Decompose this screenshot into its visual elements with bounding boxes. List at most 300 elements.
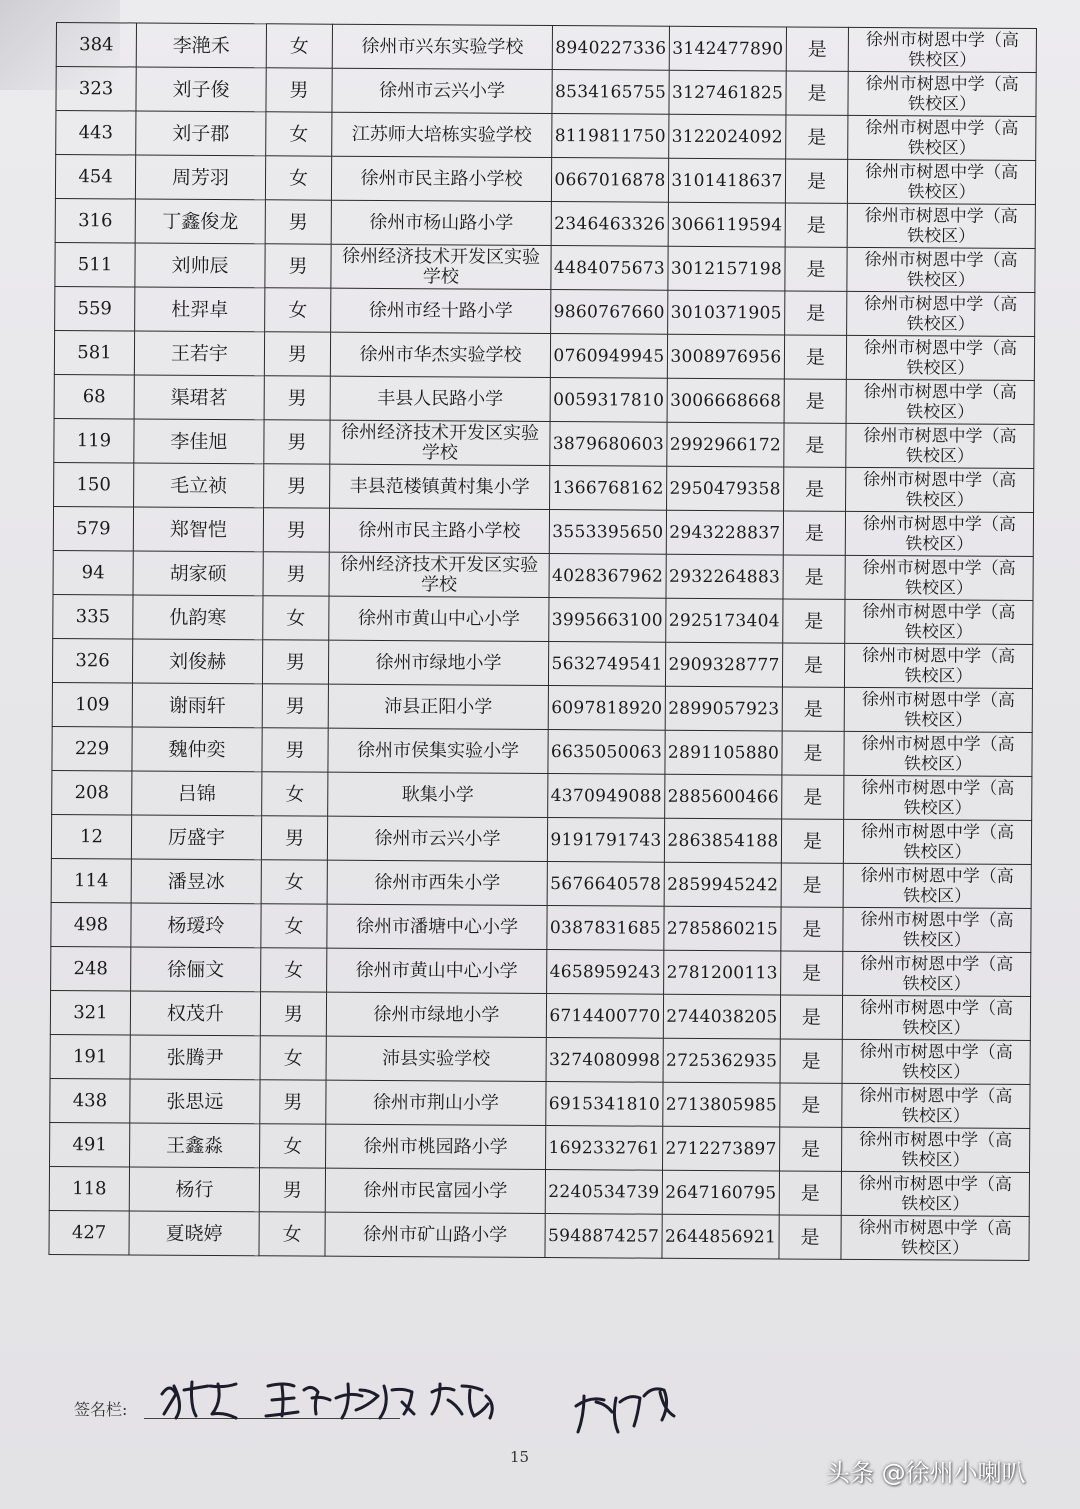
cell-gender: 男	[265, 244, 331, 288]
cell-destination	[845, 511, 1033, 556]
cell-flag: 是	[780, 995, 842, 1039]
cell-flag: 是	[782, 643, 844, 687]
destination-line-2: 铁校区）	[905, 489, 974, 511]
table-row	[50, 1122, 1030, 1172]
cell-school: 徐州市华杰实验学校	[330, 332, 550, 377]
cell-school: 徐州市潘塘中心小学	[327, 904, 547, 949]
destination-line-1: 徐州市树恩中学（高	[859, 1129, 1013, 1151]
destination-line-1: 徐州市树恩中学（高	[860, 909, 1014, 931]
cell-number-1: 3995663100	[549, 598, 666, 643]
cell-gender: 男	[264, 332, 330, 376]
cell-number-2: 2644856921	[662, 1214, 779, 1259]
cell-destination	[843, 907, 1031, 952]
cell-name: 谢雨轩	[132, 683, 262, 728]
cell-number-2: 3012157198	[668, 246, 785, 291]
table-row	[49, 1210, 1029, 1260]
cell-number-1: 6915341810	[546, 1082, 663, 1127]
cell-number-2: 3122024092	[669, 114, 786, 159]
cell-number-2: 3006668668	[667, 378, 784, 423]
cell-flag: 是	[782, 731, 844, 775]
cell-gender: 女	[262, 772, 328, 816]
cell-school: 江苏师大培栋实验学校	[332, 112, 552, 157]
cell-destination	[848, 27, 1036, 72]
cell-destination	[841, 1127, 1029, 1172]
table-row	[52, 726, 1032, 776]
destination-line-1: 徐州市树恩中学（高	[863, 469, 1017, 491]
cell-destination	[842, 1083, 1030, 1128]
cell-number-2: 2885600466	[665, 774, 782, 819]
cell-id: 454	[55, 155, 135, 199]
cell-school: 徐州市黄山中心小学	[327, 948, 547, 993]
destination-line-2: 铁校区）	[903, 841, 972, 863]
cell-name: 权茂升	[130, 991, 260, 1036]
destination-line-2: 铁校区）	[908, 49, 977, 71]
destination-line-2: 铁校区）	[903, 885, 972, 907]
destination-line-1: 徐州市树恩中学（高	[865, 73, 1019, 95]
cell-number-2: 2744038205	[663, 994, 780, 1039]
cell-name: 毛立祯	[134, 463, 264, 508]
destination-line-2: 铁校区）	[902, 929, 971, 951]
cell-destination	[847, 291, 1035, 336]
cell-flag: 是	[783, 599, 845, 643]
cell-destination	[848, 71, 1036, 116]
destination-line-2: 铁校区）	[906, 401, 975, 423]
table-row	[56, 67, 1036, 117]
destination-line-2: 铁校区）	[907, 93, 977, 115]
cell-number-2: 3127461825	[669, 70, 786, 115]
cell-id: 581	[54, 330, 134, 374]
cell-number-2: 2909328777	[665, 642, 782, 687]
handwritten-signatures	[140, 1356, 700, 1446]
destination-line-1: 徐州市树恩中学（高	[864, 249, 1018, 271]
cell-number-1: 6097818920	[548, 686, 665, 731]
cell-gender: 男	[264, 464, 330, 508]
cell-name: 李滟禾	[136, 23, 266, 68]
cell-name: 杨瑷玲	[131, 903, 261, 948]
cell-id: 384	[56, 23, 136, 67]
cell-school: 徐州市侯集实验小学	[328, 728, 548, 773]
cell-flag: 是	[786, 71, 848, 115]
cell-name: 王鑫淼	[130, 1123, 260, 1168]
cell-school: 徐州市民主路小学校	[331, 156, 551, 201]
cell-school: 徐州市矿山路小学	[325, 1212, 545, 1257]
cell-gender: 女	[260, 1124, 326, 1168]
cell-number-1: 5676640578	[547, 862, 664, 907]
table-row	[55, 286, 1035, 336]
cell-id: 443	[56, 111, 136, 155]
table-row	[50, 990, 1030, 1040]
cell-id: 118	[49, 1166, 129, 1210]
cell-gender: 男	[263, 508, 329, 552]
destination-line-1: 徐州市树恩中学（高	[864, 205, 1018, 227]
table-row	[56, 111, 1036, 161]
cell-name: 潘昱冰	[131, 859, 261, 904]
cell-destination	[846, 467, 1034, 512]
cell-number-1: 1366768162	[550, 466, 667, 511]
cell-school: 徐州经济技术开发区实验学校	[330, 420, 550, 465]
cell-name: 厉盛宇	[131, 815, 261, 860]
cell-destination	[847, 203, 1035, 248]
cell-gender: 女	[265, 156, 331, 200]
cell-number-1: 2346463326	[551, 202, 668, 247]
cell-flag: 是	[785, 291, 847, 335]
cell-number-2: 2891105880	[665, 730, 782, 775]
destination-line-1: 徐州市树恩中学（高	[861, 821, 1015, 843]
cell-name: 胡家硕	[133, 551, 263, 596]
cell-school: 沛县实验学校	[326, 1036, 546, 1081]
destination-line-1: 徐州市树恩中学（高	[865, 29, 1019, 51]
cell-school: 徐州经济技术开发区实验学校	[329, 552, 549, 597]
table-row	[53, 506, 1033, 556]
cell-flag: 是	[781, 863, 843, 907]
table-row	[52, 682, 1032, 732]
cell-school: 徐州市绿地小学	[326, 992, 546, 1037]
cell-id: 248	[51, 946, 131, 990]
table-row	[50, 1078, 1030, 1128]
table-row	[49, 1166, 1029, 1216]
table-row	[55, 155, 1035, 205]
cell-number-1: 0059317810	[550, 378, 667, 423]
destination-line-2: 铁校区）	[901, 1193, 970, 1215]
cell-number-1: 1692332761	[545, 1126, 662, 1171]
cell-gender: 男	[259, 1168, 325, 1212]
destination-line-1: 徐州市树恩中学（高	[865, 161, 1019, 183]
cell-number-2: 2899057923	[665, 686, 782, 731]
cell-flag: 是	[782, 687, 844, 731]
cell-flag: 是	[783, 555, 845, 599]
destination-line-1: 徐州市树恩中学（高	[860, 953, 1014, 975]
cell-gender: 女	[260, 1036, 326, 1080]
cell-destination	[841, 1215, 1029, 1260]
cell-school: 徐州市桃园路小学	[326, 1124, 546, 1169]
cell-id: 511	[55, 242, 135, 286]
destination-line-1: 徐州市树恩中学（高	[862, 645, 1016, 667]
cell-flag: 是	[785, 159, 847, 203]
cell-number-2: 2781200113	[664, 950, 781, 995]
destination-line-2: 铁校区）	[901, 1149, 970, 1171]
cell-gender: 男	[260, 992, 326, 1036]
cell-id: 191	[50, 1034, 130, 1078]
cell-number-1: 4484075673	[551, 246, 668, 291]
cell-id: 438	[50, 1078, 130, 1122]
cell-id: 498	[51, 902, 131, 946]
cell-destination	[842, 995, 1030, 1040]
cell-school: 徐州市西朱小学	[327, 860, 547, 905]
page-number: 15	[510, 1448, 530, 1466]
cell-number-1: 8940227336	[552, 26, 669, 71]
cell-school: 徐州市云兴小学	[327, 816, 547, 861]
destination-line-2: 铁校区）	[906, 269, 976, 291]
cell-school: 徐州市荆山小学	[326, 1080, 546, 1125]
destination-line-1: 徐州市树恩中学（高	[860, 865, 1014, 887]
cell-number-1: 9860767660	[551, 290, 668, 335]
destination-line-1: 徐州市树恩中学（高	[864, 293, 1018, 315]
cell-gender: 男	[266, 68, 332, 112]
cell-flag: 是	[784, 335, 846, 379]
table-row	[51, 902, 1031, 952]
table-row	[54, 374, 1034, 424]
destination-line-2: 铁校区）	[903, 753, 973, 775]
cell-gender: 女	[259, 1212, 325, 1256]
destination-line-1: 徐州市树恩中学（高	[861, 689, 1015, 711]
cell-number-1: 0667016878	[551, 158, 668, 203]
cell-number-1: 0760949945	[550, 334, 667, 379]
cell-name: 郑智恺	[133, 507, 263, 552]
table-row	[50, 1034, 1030, 1084]
cell-school: 丰县范楼镇黄村集小学	[330, 464, 550, 509]
cell-flag: 是	[785, 203, 847, 247]
cell-number-1: 9191791743	[547, 818, 664, 863]
cell-gender: 女	[261, 904, 327, 948]
table-row	[53, 550, 1033, 600]
destination-line-2: 铁校区）	[902, 973, 971, 995]
destination-line-1: 徐州市树恩中学（高	[863, 381, 1017, 403]
destination-line-2: 铁校区）	[906, 313, 975, 335]
cell-number-2: 2647160795	[662, 1170, 779, 1215]
cell-destination	[845, 555, 1033, 600]
cell-destination	[847, 247, 1035, 292]
table-row	[53, 594, 1033, 644]
cell-school: 徐州经济技术开发区实验学校	[331, 244, 551, 289]
table-row	[54, 330, 1034, 380]
destination-line-2: 铁校区）	[907, 225, 976, 247]
cell-number-2: 3101418637	[668, 158, 785, 203]
cell-name: 周芳羽	[135, 155, 265, 200]
cell-name: 魏仲奕	[132, 727, 262, 772]
destination-line-1: 徐州市树恩中学（高	[859, 1085, 1013, 1107]
cell-number-2: 2712273897	[662, 1126, 779, 1171]
cell-name: 李佳旭	[134, 419, 264, 464]
watermark-text: 头条 @徐州小喇叭	[826, 1459, 1026, 1487]
cell-school: 徐州市杨山路小学	[331, 200, 551, 245]
cell-number-2: 3008976956	[667, 334, 784, 379]
destination-line-2: 铁校区）	[900, 1237, 970, 1259]
admission-roster-table	[48, 22, 1037, 1261]
cell-number-2: 3142477890	[669, 26, 786, 71]
cell-school: 徐州市经十路小学	[331, 288, 551, 333]
cell-name: 刘帅辰	[135, 243, 265, 288]
destination-line-2: 铁校区）	[902, 1061, 971, 1083]
cell-number-1: 4370949088	[548, 774, 665, 819]
cell-school: 徐州市云兴小学	[332, 68, 552, 113]
cell-destination	[847, 159, 1035, 204]
cell-name: 夏晓婷	[129, 1211, 259, 1256]
cell-number-2: 2950479358	[667, 466, 784, 511]
destination-line-2: 铁校区）	[906, 357, 975, 379]
destination-line-2: 铁校区）	[904, 665, 973, 687]
destination-line-1: 徐州市树恩中学（高	[862, 557, 1016, 579]
cell-flag: 是	[779, 1171, 841, 1215]
cell-id: 94	[53, 550, 133, 594]
cell-name: 刘子郡	[136, 111, 266, 156]
cell-destination	[844, 643, 1032, 688]
cell-number-1: 8119811750	[552, 114, 669, 159]
cell-id: 150	[54, 462, 134, 506]
cell-school: 徐州市兴东实验学校	[332, 24, 552, 69]
destination-line-1: 徐州市树恩中学（高	[863, 425, 1017, 447]
cell-destination	[846, 423, 1034, 468]
destination-line-2: 铁校区）	[902, 1017, 971, 1039]
cell-gender: 女	[265, 288, 331, 332]
destination-line-1: 徐州市树恩中学（高	[865, 117, 1019, 139]
cell-gender: 男	[264, 420, 330, 464]
cell-school: 丰县人民路小学	[330, 376, 550, 421]
cell-name: 王若宇	[134, 331, 264, 376]
cell-number-1: 8534165755	[552, 70, 669, 115]
destination-line-1: 徐州市树恩中学（高	[859, 997, 1014, 1019]
cell-destination	[841, 1171, 1029, 1216]
cell-gender: 男	[265, 200, 331, 244]
cell-flag: 是	[785, 247, 847, 291]
cell-number-2: 2932264883	[666, 554, 783, 599]
cell-school: 徐州市黄山中心小学	[329, 596, 549, 641]
cell-name: 杜羿卓	[135, 287, 265, 332]
cell-number-2: 2785860215	[664, 906, 781, 951]
cell-school: 徐州市民主路小学校	[329, 508, 549, 553]
cell-number-1: 4658959243	[547, 950, 664, 995]
cell-id: 427	[49, 1210, 129, 1254]
table-row	[55, 242, 1035, 292]
cell-id: 68	[54, 374, 134, 418]
cell-flag: 是	[779, 1215, 841, 1259]
destination-line-1: 徐州市树恩中学（高	[858, 1217, 1012, 1239]
cell-number-2: 2925173404	[666, 598, 783, 643]
cell-name: 刘子俊	[136, 67, 266, 112]
cell-id: 335	[53, 594, 133, 638]
destination-line-2: 铁校区）	[904, 577, 974, 599]
cell-destination	[846, 335, 1034, 380]
cell-id: 119	[54, 418, 134, 462]
cell-name: 吕锦	[132, 771, 262, 816]
cell-id: 491	[50, 1122, 130, 1166]
cell-id: 579	[53, 506, 133, 550]
cell-flag: 是	[786, 115, 848, 159]
cell-number-2: 2859945242	[664, 862, 781, 907]
cell-number-2: 2943228837	[666, 510, 783, 555]
cell-flag: 是	[781, 819, 843, 863]
cell-destination	[848, 115, 1036, 160]
cell-gender: 男	[263, 552, 329, 596]
cell-name: 杨行	[129, 1167, 259, 1212]
cell-number-1: 6714400770	[546, 994, 663, 1039]
cell-flag: 是	[779, 1127, 841, 1171]
cell-id: 316	[55, 198, 135, 242]
cell-name: 张腾尹	[130, 1035, 260, 1080]
destination-line-2: 铁校区）	[904, 621, 973, 643]
cell-gender: 男	[262, 640, 328, 684]
cell-number-1: 5632749541	[548, 642, 665, 687]
destination-line-2: 铁校区）	[907, 181, 976, 203]
cell-destination	[844, 687, 1032, 732]
cell-flag: 是	[786, 27, 848, 71]
cell-number-2: 2863854188	[664, 818, 781, 863]
cell-number-1: 2240534739	[545, 1170, 662, 1215]
cell-id: 114	[51, 858, 131, 902]
table-row	[56, 23, 1036, 73]
destination-line-2: 铁校区）	[905, 445, 974, 467]
cell-number-1: 3274080998	[546, 1038, 663, 1083]
cell-id: 229	[52, 726, 132, 770]
cell-destination	[842, 1039, 1030, 1084]
cell-destination	[843, 819, 1031, 864]
cell-gender: 男	[264, 376, 330, 420]
destination-line-1: 徐州市树恩中学（高	[861, 733, 1015, 755]
cell-destination	[844, 731, 1032, 776]
destination-line-2: 铁校区）	[905, 533, 974, 555]
cell-gender: 女	[261, 948, 327, 992]
cell-flag: 是	[782, 775, 844, 819]
cell-id: 559	[55, 286, 135, 330]
table-row	[52, 638, 1032, 688]
cell-id: 321	[50, 990, 130, 1034]
cell-school: 徐州市绿地小学	[328, 640, 548, 685]
cell-destination	[844, 775, 1032, 820]
table-row	[55, 198, 1035, 248]
cell-gender: 男	[260, 1080, 326, 1124]
cell-id: 12	[51, 814, 131, 858]
table-row	[51, 946, 1031, 996]
cell-flag: 是	[781, 951, 843, 995]
cell-number-1: 3879680603	[550, 422, 667, 467]
cell-flag: 是	[783, 511, 845, 555]
destination-line-1: 徐州市树恩中学（高	[859, 1041, 1013, 1063]
table-row	[51, 858, 1031, 908]
cell-number-1: 6635050063	[548, 730, 665, 775]
destination-line-1: 徐州市树恩中学（高	[862, 513, 1017, 535]
cell-school: 沛县正阳小学	[328, 684, 548, 729]
cell-flag: 是	[784, 423, 846, 467]
cell-gender: 女	[261, 860, 327, 904]
cell-number-1: 3553395650	[549, 510, 666, 555]
cell-number-2: 2725362935	[663, 1038, 780, 1083]
cell-gender: 女	[263, 596, 329, 640]
destination-line-2: 铁校区）	[904, 709, 973, 731]
cell-destination	[846, 379, 1034, 424]
table-row	[52, 770, 1032, 820]
cell-name: 渠珺茗	[134, 375, 264, 420]
destination-line-1: 徐州市树恩中学（高	[861, 777, 1015, 799]
cell-number-2: 3010371905	[668, 290, 785, 335]
cell-number-2: 2713805985	[663, 1082, 780, 1127]
cell-number-2: 3066119594	[668, 202, 785, 247]
cell-school: 徐州市民富园小学	[325, 1168, 545, 1213]
cell-name: 徐俪文	[131, 947, 261, 992]
cell-flag: 是	[784, 379, 846, 423]
table-row	[54, 462, 1034, 512]
cell-number-1: 0387831685	[547, 906, 664, 951]
cell-number-1: 5948874257	[545, 1214, 662, 1259]
cell-flag: 是	[781, 907, 843, 951]
cell-destination	[843, 951, 1031, 996]
cell-name: 刘俊赫	[132, 639, 262, 684]
destination-line-1: 徐州市树恩中学（高	[858, 1173, 1012, 1195]
cell-destination	[845, 599, 1033, 644]
cell-gender: 女	[266, 24, 332, 68]
cell-school: 耿集小学	[328, 772, 548, 817]
signature-label: 签名栏:	[74, 1400, 128, 1419]
cell-number-1: 4028367962	[549, 554, 666, 599]
cell-flag: 是	[780, 1083, 842, 1127]
table-row	[54, 418, 1034, 468]
destination-line-2: 铁校区）	[907, 137, 976, 159]
cell-name: 张思远	[130, 1079, 260, 1124]
cell-id: 208	[52, 770, 132, 814]
destination-line-2: 铁校区）	[903, 797, 972, 819]
destination-line-2: 铁校区）	[901, 1105, 970, 1127]
cell-id: 323	[56, 67, 136, 111]
cell-number-2: 2992966172	[667, 422, 784, 467]
table-row	[51, 814, 1031, 864]
